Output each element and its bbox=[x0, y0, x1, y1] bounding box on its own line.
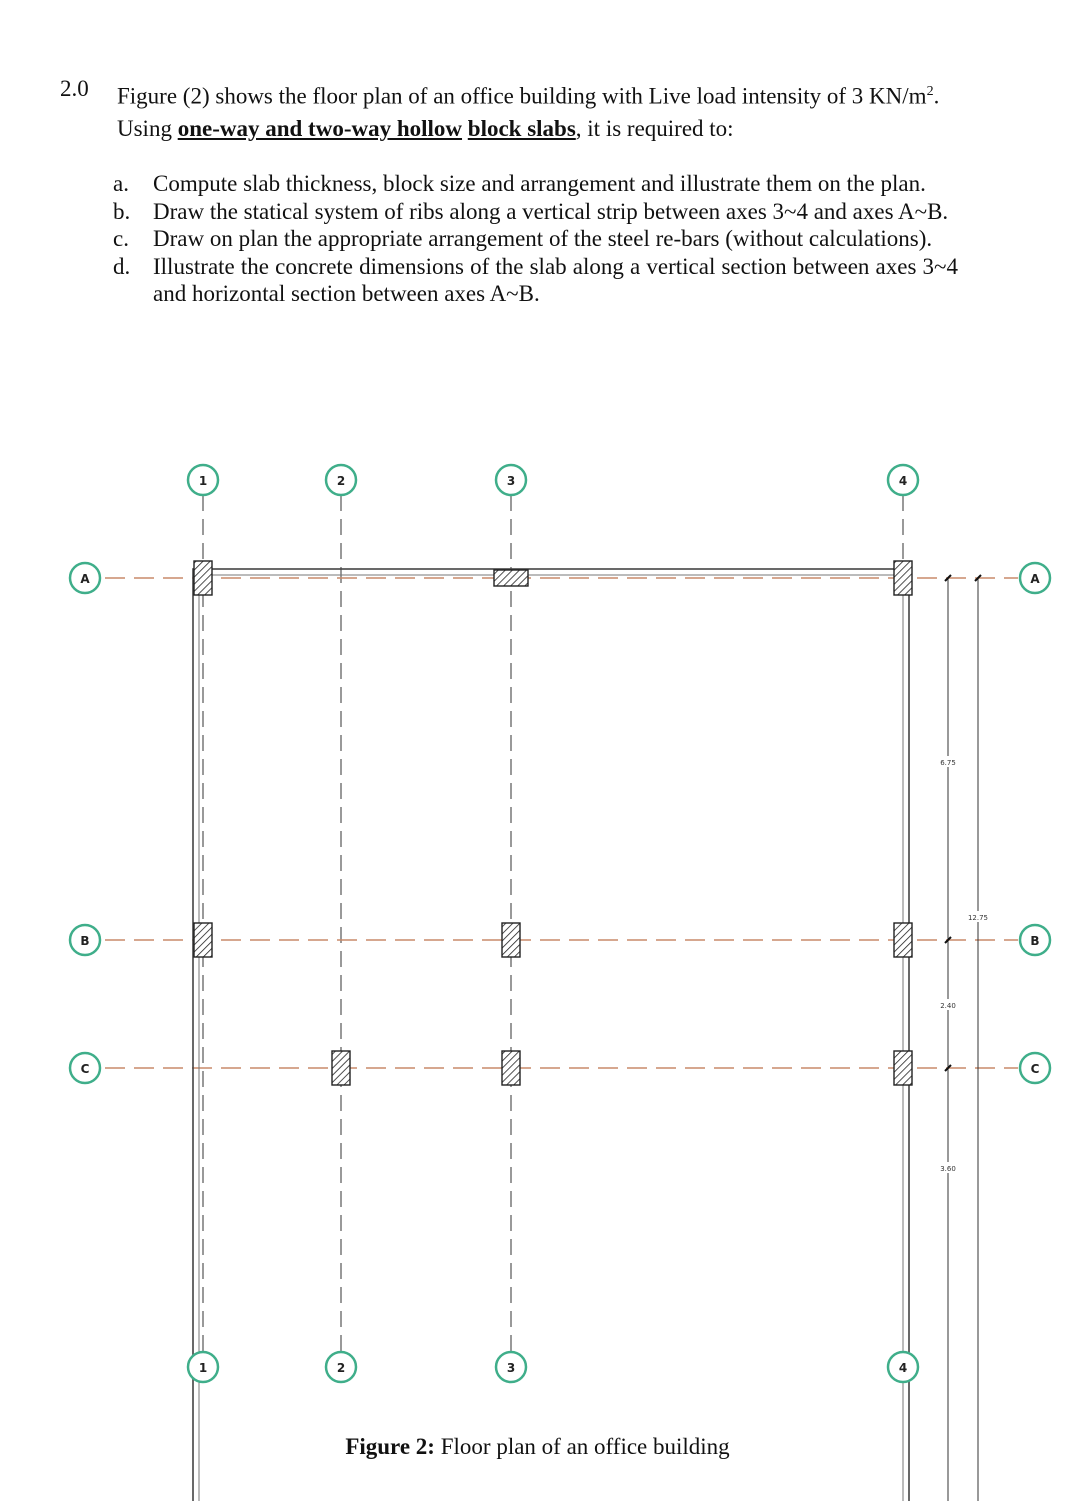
columns bbox=[194, 561, 912, 1501]
column-3 bbox=[894, 561, 912, 595]
axis-bubble-top-2-label: 2 bbox=[336, 474, 346, 488]
axis-bubble-top-3 bbox=[496, 465, 526, 495]
axis-bubble-top-1-label: 1 bbox=[198, 474, 208, 488]
column-1 bbox=[194, 561, 212, 595]
axis-bubble-right-C bbox=[1020, 1053, 1050, 1083]
column-7 bbox=[332, 1051, 350, 1085]
axis-bubble-bottom-4 bbox=[888, 1352, 918, 1382]
intro-superscript: 2 bbox=[926, 84, 934, 99]
axis-bubble-right-A bbox=[1020, 563, 1050, 593]
column-4 bbox=[194, 923, 212, 957]
column-5 bbox=[502, 923, 520, 957]
axis-bubble-top-2 bbox=[326, 465, 356, 495]
axis-bubble-right-C-label: C bbox=[1030, 1062, 1040, 1076]
axis-bubble-bottom-3 bbox=[496, 1352, 526, 1382]
item-c: c. Draw on plan the appropriate arrangement of the steel re-bars (without calculations). bbox=[113, 226, 933, 251]
caption-label: Figure 2: bbox=[345, 1434, 435, 1459]
intro-text-3: , it is required to: bbox=[575, 115, 734, 141]
dim-vertical-3: 3.60 bbox=[940, 1165, 956, 1173]
axis-bubble-bottom-3-label: 3 bbox=[506, 1361, 516, 1375]
axis-bubble-bottom-1-label: 1 bbox=[198, 1361, 208, 1375]
item-b: b. Draw the statical system of ribs along a vertical strip between axes 3~4 and axes A~B. bbox=[113, 198, 949, 224]
axis-bubble-top-3-label: 3 bbox=[506, 474, 516, 488]
axis-bubble-bottom-4-label: 4 bbox=[898, 1361, 908, 1375]
axis-bubble-right-B-label: B bbox=[1030, 934, 1040, 948]
caption-text: Floor plan of an office building bbox=[434, 1434, 730, 1459]
axis-bubble-top-4 bbox=[888, 465, 918, 495]
figure-caption bbox=[0, 1434, 1075, 1460]
dim-vertical-2: 2.40 bbox=[940, 1002, 956, 1010]
axis-bubble-top-1 bbox=[188, 465, 218, 495]
question-number: 2.0 bbox=[60, 76, 89, 101]
axis-bubble-right-B bbox=[1020, 925, 1050, 955]
axis-bubble-left-B-label: B bbox=[80, 934, 90, 948]
axis-bubble-left-A bbox=[70, 563, 100, 593]
axis-bubble-left-C bbox=[70, 1053, 100, 1083]
axis-bubble-right-A-label: A bbox=[1030, 572, 1040, 586]
axis-bubble-bottom-2-label: 2 bbox=[336, 1361, 346, 1375]
column-8 bbox=[502, 1051, 520, 1085]
intro-bold-slab-types: one-way and two-way hollow bbox=[177, 115, 463, 141]
column-2 bbox=[494, 570, 528, 586]
intro-bold-block-slabs: block slabs bbox=[467, 115, 576, 141]
slab-outline bbox=[193, 569, 909, 1501]
axis-bubble-bottom-2 bbox=[326, 1352, 356, 1382]
axis-bubble-left-C-label: C bbox=[80, 1062, 90, 1076]
dim-vertical-total: 12.75 bbox=[967, 914, 989, 922]
intro-text-2: . Using bbox=[117, 83, 940, 141]
intro-text-1: Figure (2) shows the floor plan of an office building with Live load intensity of 3 KN/m bbox=[117, 83, 927, 109]
column-6 bbox=[894, 923, 912, 957]
axis-bubble-top-4-label: 4 bbox=[898, 474, 908, 488]
column-9 bbox=[894, 1051, 912, 1085]
item-a: a. Compute slab thickness, block size and arrangement and illustrate them on the plan. bbox=[113, 171, 926, 196]
axis-bubble-left-A-label: A bbox=[80, 572, 90, 586]
axis-bubble-left-B bbox=[70, 925, 100, 955]
grid-lines bbox=[105, 495, 1018, 1501]
dimension-lines bbox=[200, 575, 992, 1501]
axis-bubble-bottom-1 bbox=[188, 1352, 218, 1382]
item-d: d. Illustrate the concrete dimensions of the slab along a vertical section between axes 3~4 and horizontal section between axes A~B. bbox=[113, 253, 958, 306]
dim-vertical-1: 6.75 bbox=[940, 759, 956, 767]
